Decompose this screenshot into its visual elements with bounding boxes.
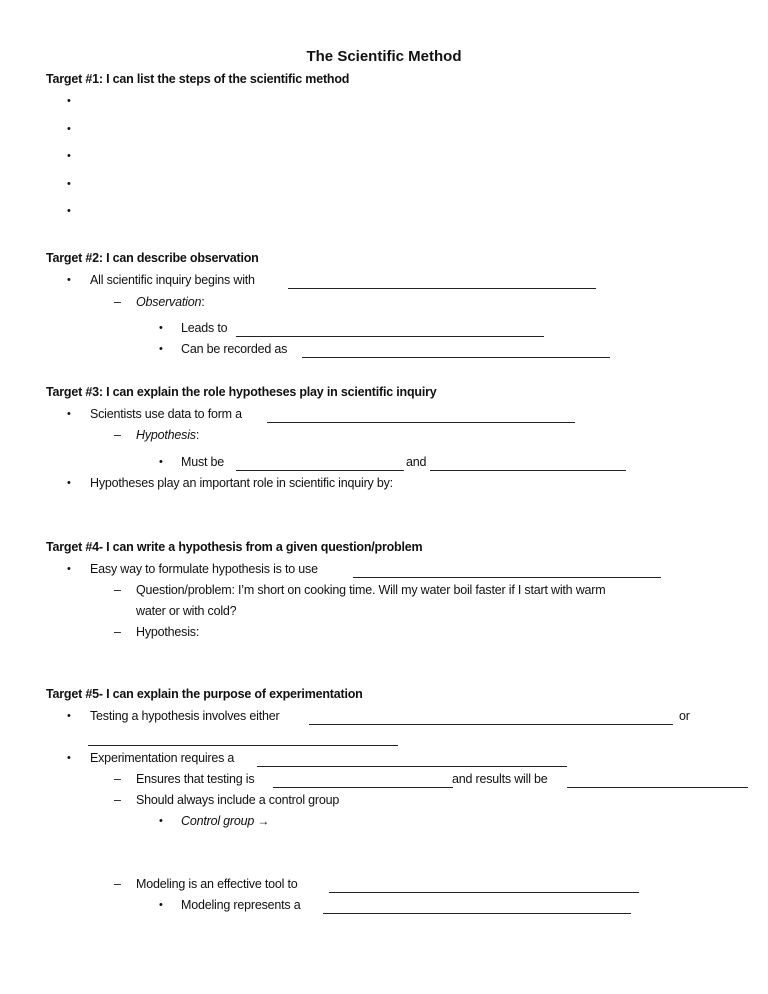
- must-be-text: Must be: [181, 455, 225, 469]
- bullet: •: [159, 899, 163, 911]
- ensures-text: Ensures that testing is: [136, 772, 255, 786]
- fill-in-blank[interactable]: [567, 787, 748, 788]
- fill-in-blank[interactable]: [353, 577, 661, 578]
- form-a-text: Scientists use data to form a: [90, 407, 242, 421]
- fill-in-blank[interactable]: [430, 470, 626, 471]
- dash: –: [114, 772, 121, 786]
- bullet: •: [159, 815, 163, 827]
- target-1-heading: Target #1: I can list the steps of the scientific method: [46, 72, 350, 86]
- bullet: •: [67, 477, 71, 489]
- empty-bullet: •: [67, 123, 71, 135]
- page-title: The Scientific Method: [306, 48, 462, 65]
- role-text: Hypotheses play an important role in scientific inquiry by:: [90, 476, 393, 490]
- testing-either-text: Testing a hypothesis involves either: [90, 709, 280, 723]
- bullet: •: [159, 343, 163, 355]
- control-group-label: Control group →: [181, 814, 270, 828]
- bullet: •: [67, 710, 71, 722]
- control-group-include-text: Should always include a control group: [136, 793, 340, 807]
- fill-in-blank[interactable]: [329, 892, 639, 893]
- bullet: •: [67, 752, 71, 764]
- empty-bullet: •: [67, 95, 71, 107]
- results-will-be-text: and results will be: [452, 772, 548, 786]
- dash: –: [114, 625, 121, 639]
- modeling-tool-text: Modeling is an effective tool to: [136, 877, 298, 891]
- question-text-line2: water or with cold?: [136, 604, 237, 618]
- empty-bullet: •: [67, 178, 71, 190]
- dash: –: [114, 295, 121, 309]
- dash: –: [114, 428, 121, 442]
- easy-way-text: Easy way to formulate hypothesis is to use: [90, 562, 318, 576]
- target-4-heading: Target #4- I can write a hypothesis from a given question/problem: [46, 540, 423, 554]
- dash: –: [114, 583, 121, 597]
- fill-in-blank[interactable]: [257, 766, 567, 767]
- bullet: •: [159, 456, 163, 468]
- dash: –: [114, 793, 121, 807]
- fill-in-blank[interactable]: [309, 724, 673, 725]
- requires-a-text: Experimentation requires a: [90, 751, 235, 765]
- bullet: •: [67, 563, 71, 575]
- fill-in-blank[interactable]: [267, 422, 575, 423]
- fill-in-blank[interactable]: [273, 787, 453, 788]
- question-text-line1: Question/problem: I’m short on cooking time. Will my water boil faster if I start with warm: [136, 583, 606, 597]
- bullet: •: [67, 274, 71, 286]
- arrow-right-icon: →: [257, 814, 270, 828]
- leads-to-text: Leads to: [181, 321, 228, 335]
- hypothesis-text: Hypothesis:: [136, 625, 200, 639]
- fill-in-blank[interactable]: [288, 288, 596, 289]
- empty-bullet: •: [67, 205, 71, 217]
- fill-in-blank[interactable]: [236, 470, 404, 471]
- fill-in-blank[interactable]: [302, 357, 610, 358]
- fill-in-blank[interactable]: [236, 336, 544, 337]
- and-text: and: [406, 455, 427, 469]
- empty-bullet: •: [67, 150, 71, 162]
- or-text: or: [679, 709, 690, 723]
- bullet: •: [67, 408, 71, 420]
- fill-in-blank[interactable]: [88, 745, 398, 746]
- modeling-represents-text: Modeling represents a: [181, 898, 301, 912]
- target-5-heading: Target #5- I can explain the purpose of experimentation: [46, 687, 363, 701]
- begins-with-text: All scientific inquiry begins with: [90, 273, 255, 287]
- fill-in-blank[interactable]: [323, 913, 631, 914]
- target-2-heading: Target #2: I can describe observation: [46, 251, 259, 265]
- dash: –: [114, 877, 121, 891]
- bullet: •: [159, 322, 163, 334]
- hypothesis-label: Hypothesis:: [136, 428, 200, 442]
- observation-label: Observation:: [136, 295, 205, 309]
- target-3-heading: Target #3: I can explain the role hypotheses play in scientific inquiry: [46, 385, 437, 399]
- recorded-as-text: Can be recorded as: [181, 342, 288, 356]
